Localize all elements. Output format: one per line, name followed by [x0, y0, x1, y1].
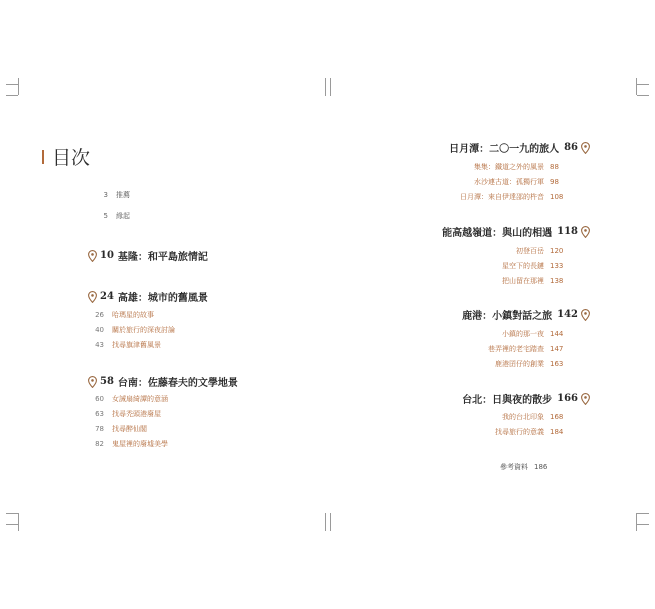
toc-section-sun-moon-lake[interactable]: 日月潭：二〇一九的旅人 86	[330, 140, 590, 155]
toc-subitem[interactable]: 初登百岳 120	[516, 247, 564, 255]
location-pin-icon	[581, 226, 590, 238]
toc-section-taipei[interactable]: 台北：日與夜的散步 166	[330, 391, 590, 406]
toc-subitem[interactable]: 63 找尋禿頭港廢屋	[95, 410, 161, 418]
location-pin-icon	[581, 142, 590, 154]
front-matter-item[interactable]: 3 推薦	[103, 191, 130, 199]
location-pin-icon	[581, 309, 590, 321]
toc-subitem[interactable]: 把山留在那裡 138	[502, 277, 564, 285]
location-pin-icon	[88, 250, 97, 262]
toc-references[interactable]: 參考資料 186	[500, 463, 548, 471]
toc-subitem[interactable]: 找尋旅行的意義 184	[495, 428, 564, 436]
location-pin-icon	[88, 291, 97, 303]
toc-section-lukang[interactable]: 鹿港：小鎮對話之旅 142	[330, 307, 590, 322]
toc-subitem[interactable]: 日月潭：來自伊達邵的杵音 108	[460, 193, 564, 201]
front-matter-item[interactable]: 5 緣起	[103, 212, 130, 220]
crop-mark-center-bottom-right	[330, 513, 331, 531]
toc-section-nenggao[interactable]: 能高越嶺道：與山的相遇 118	[330, 224, 590, 239]
toc-section-tainan[interactable]: 58 台南：佐藤春夫的文學地景	[88, 374, 238, 389]
crop-mark-center-top-right	[330, 78, 331, 96]
crop-mark-center-bottom-left	[325, 513, 326, 531]
page-title	[42, 143, 90, 170]
toc-subitem[interactable]: 43 找尋旗津舊風景	[95, 341, 161, 349]
toc-subitem[interactable]: 60 女誡扇綺譚的意涵	[95, 395, 168, 403]
toc-subitem[interactable]: 巷弄裡的老宅踏查 147	[488, 345, 564, 353]
toc-subitem[interactable]: 40 關於旅行的深夜討論	[95, 326, 175, 334]
toc-subitem[interactable]: 集集：鐵道之外的風景 88	[474, 163, 559, 171]
title-accent-bar	[42, 150, 44, 164]
toc-subitem[interactable]: 小鎮的那一夜 144	[502, 330, 564, 338]
location-pin-icon	[88, 376, 97, 388]
toc-subitem[interactable]: 水沙連古道：孤獨行軍 98	[474, 178, 559, 186]
toc-subitem[interactable]: 82 鬼屋裡的廢墟美學	[95, 440, 168, 448]
toc-subitem[interactable]: 我的台北印象 168	[502, 413, 564, 421]
toc-subitem[interactable]: 26 哈瑪星的故事	[95, 311, 154, 319]
toc-section-kaohsiung[interactable]: 24 高雄：城市的舊風景	[88, 289, 208, 304]
toc-subitem[interactable]: 星空下的長鏈 133	[502, 262, 564, 270]
toc-subitem[interactable]: 鹿港囝仔的創業 163	[495, 360, 564, 368]
toc-subitem[interactable]: 78 找尋醉仙閣	[95, 425, 147, 433]
location-pin-icon	[581, 393, 590, 405]
title-text: 目次	[52, 147, 91, 169]
toc-section-keelung[interactable]: 10 基隆：和平島旅情記	[88, 248, 208, 263]
crop-mark-center-top-left	[325, 78, 326, 96]
